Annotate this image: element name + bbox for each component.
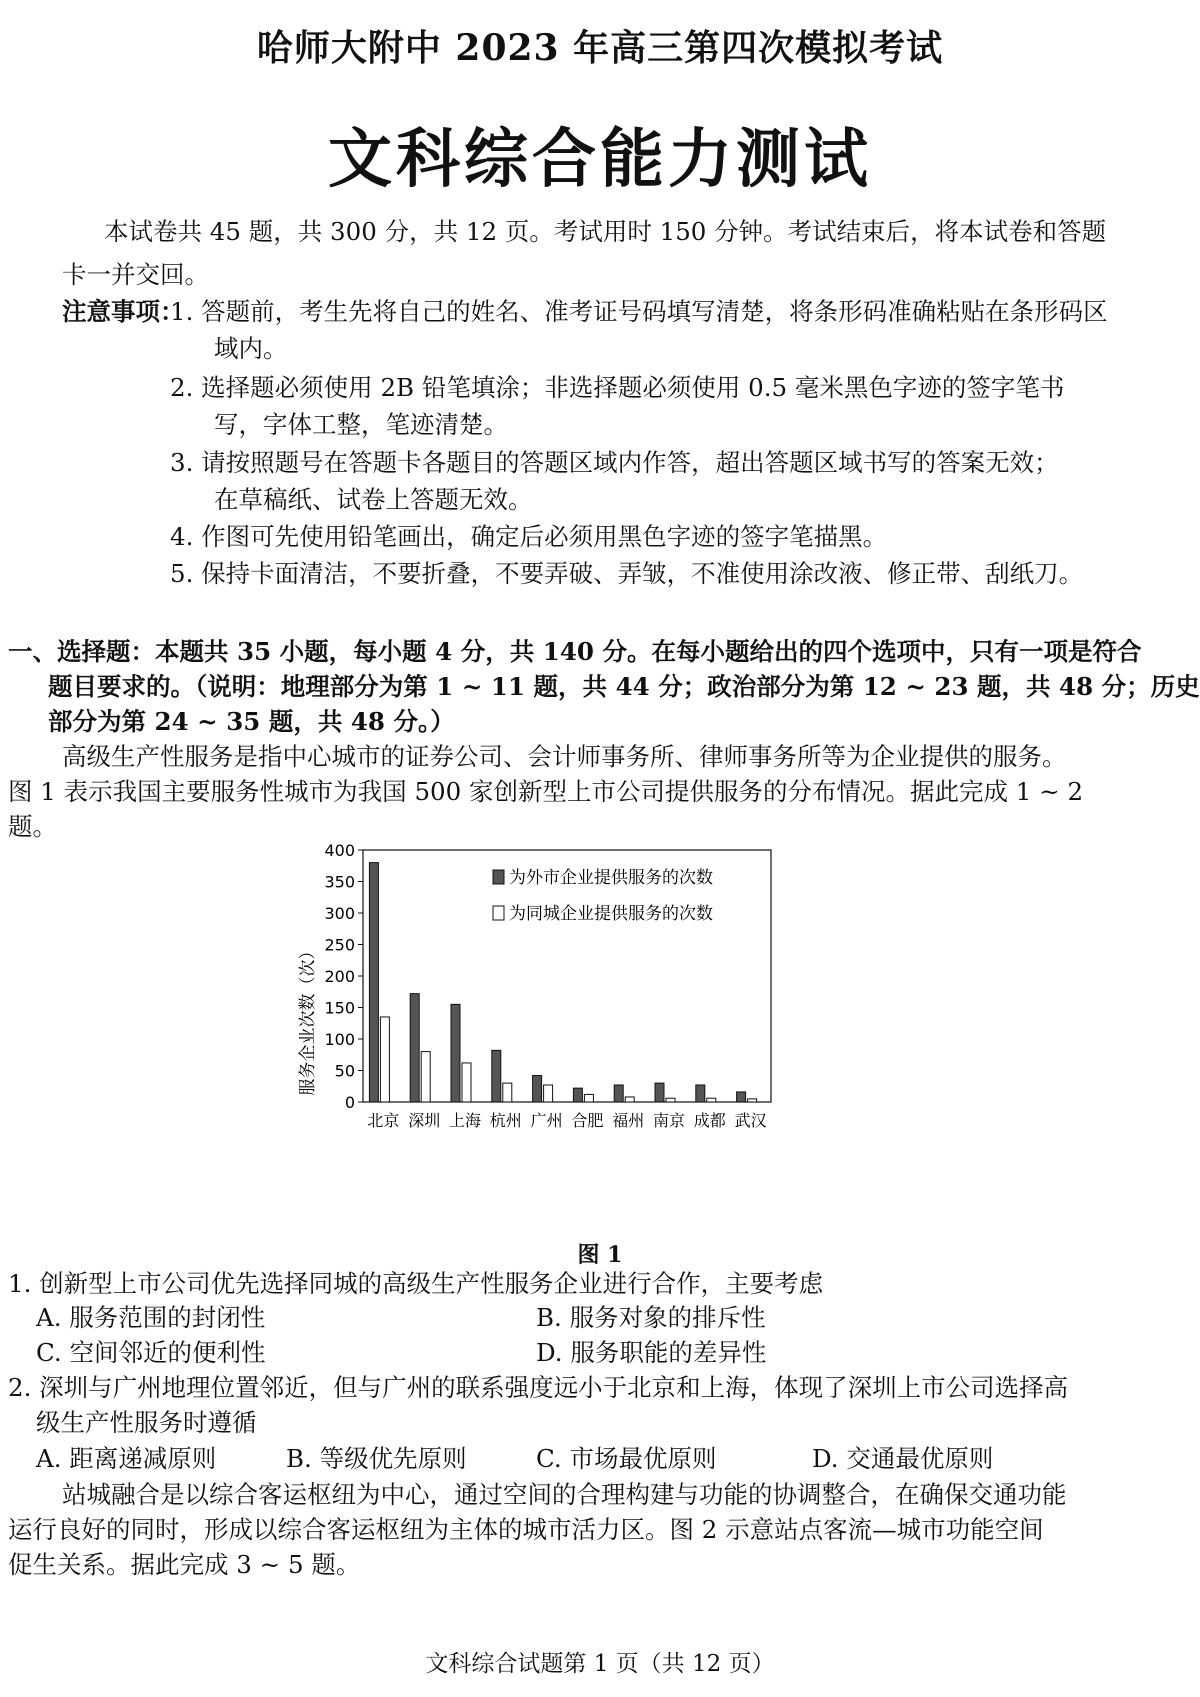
- bar-other-city: [492, 1050, 501, 1102]
- notice-item-4: 4. 作图可先使用铅笔画出，确定后必须用黑色字迹的签字笔描黑。: [170, 522, 888, 551]
- bar-other-city: [573, 1088, 582, 1102]
- x-tick-label: 深圳: [408, 1111, 441, 1130]
- question-2-option-c: C. 市场最优原则: [536, 1444, 717, 1473]
- bar-same-city: [462, 1063, 471, 1102]
- bar-same-city: [748, 1099, 757, 1102]
- y-tick-label: 350: [324, 872, 355, 892]
- bar-other-city: [614, 1085, 623, 1102]
- section-1-line-3: 部分为第 24 ~ 35 题，共 48 分。）: [48, 707, 455, 736]
- x-tick-label: 南京: [652, 1111, 686, 1130]
- chart-y-axis-label: 服务企业次数（次）: [298, 942, 318, 1096]
- bar-same-city: [666, 1098, 675, 1102]
- y-tick-label: 200: [324, 967, 355, 986]
- passage-2-line-1: 站城融合是以综合客运枢纽为中心，通过空间的合理构建与功能的协调整合，在确保交通功能: [62, 1480, 1067, 1509]
- bar-same-city: [707, 1098, 716, 1102]
- exam-subject-title: 文科综合能力测试: [328, 122, 872, 197]
- x-tick-label: 成都: [693, 1111, 726, 1130]
- question-1-option-a: A. 服务范围的封闭性: [36, 1303, 266, 1332]
- notice-item-1-cont: 域内。: [214, 334, 288, 363]
- bar-same-city: [625, 1097, 634, 1102]
- question-2-option-d: D. 交通最优原则: [812, 1444, 994, 1473]
- legend-swatch: [493, 870, 504, 884]
- x-tick-label: 上海: [448, 1111, 482, 1130]
- question-2-option-a: A. 距离递减原则: [36, 1444, 217, 1473]
- y-tick-label: 100: [324, 1030, 355, 1049]
- bar-same-city: [380, 1017, 389, 1102]
- x-tick-label: 福州: [612, 1111, 645, 1130]
- bar-other-city: [410, 994, 419, 1102]
- x-tick-label: 广州: [530, 1111, 563, 1130]
- y-tick-label: 300: [324, 904, 355, 923]
- legend-label: 为外市企业提供服务的次数: [509, 868, 713, 888]
- legend-swatch: [493, 906, 504, 920]
- notice-item-3: 3. 请按照题号在答题卡各题目的答题区域内作答，超出答题区域书写的答案无效；: [170, 448, 1059, 477]
- intro-line-1: 本试卷共 45 题，共 300 分，共 12 页。考试用时 150 分钟。考试结束后，将本试卷和答题: [104, 217, 1107, 246]
- notice-item-5: 5. 保持卡面清洁，不要折叠，不要弄破、弄皱，不准使用涂改液、修正带、刮纸刀。: [170, 559, 1084, 588]
- x-tick-label: 合肥: [571, 1111, 604, 1130]
- bar-other-city: [533, 1076, 542, 1102]
- bar-same-city: [421, 1052, 430, 1102]
- passage-2-line-2: 运行良好的同时，形成以综合客运枢纽为主体的城市活力区。图 2 示意站点客流—城市功能空间: [8, 1515, 1044, 1544]
- notice-item-3-cont: 在草稿纸、试卷上答题无效。: [214, 485, 533, 514]
- y-tick-label: 0: [344, 1093, 355, 1112]
- intro-line-2: 卡一并交回。: [62, 260, 209, 289]
- passage-1-line-2: 图 1 表示我国主要服务性城市为我国 500 家创新型上市公司提供服务的分布情况。据此完成 1 ~ 2: [8, 777, 1084, 806]
- figure-1-caption: 图 1: [577, 1242, 623, 1268]
- notice-item-2: 2. 选择题必须使用 2B 铅笔填涂；非选择题必须使用 0.5 毫米黑色字迹的签字笔书: [170, 373, 1065, 402]
- question-1-option-c: C. 空间邻近的便利性: [36, 1338, 266, 1367]
- notice-item-2-cont: 写，字体工整，笔迹清楚。: [214, 410, 508, 439]
- notice-label: 注意事项：: [62, 297, 185, 326]
- y-tick-label: 250: [324, 935, 355, 955]
- question-1-stem: 1. 创新型上市公司优先选择同城的高级生产性服务企业进行合作，主要考虑: [8, 1269, 824, 1298]
- bar-same-city: [503, 1083, 512, 1102]
- y-tick-label: 50: [334, 1061, 355, 1081]
- legend-label: 为同城企业提供服务的次数: [509, 904, 713, 924]
- bar-same-city: [544, 1085, 553, 1102]
- x-tick-label: 杭州: [489, 1111, 522, 1130]
- notice-item-1: 1. 答题前，考生先将自己的姓名、准考证号码填写清楚，将条形码准确粘贴在条形码区: [170, 297, 1108, 326]
- y-tick-label: 150: [324, 998, 355, 1018]
- service-bar-chart: [295, 838, 855, 1238]
- question-2-stem-line-2: 级生产性服务时遵循: [36, 1408, 257, 1437]
- question-1-option-b: B. 服务对象的排斥性: [536, 1303, 766, 1332]
- question-2-option-b: B. 等级优先原则: [286, 1444, 467, 1473]
- section-1-line-1: 一、选择题：本题共 35 小题，每小题 4 分，共 140 分。在每小题给出的四个选项中，只有一项是符合: [8, 637, 1142, 666]
- section-1-line-2: 题目要求的。（说明：地理部分为第 1 ~ 11 题，共 44 分；政治部分为第 12 ~ 23 题，共 48 分；历史: [48, 672, 1200, 701]
- x-tick-label: 北京: [367, 1111, 400, 1130]
- question-1-option-d: D. 服务职能的差异性: [536, 1338, 767, 1367]
- x-tick-label: 武汉: [734, 1111, 767, 1130]
- passage-2-line-3: 促生关系。据此完成 3 ~ 5 题。: [8, 1550, 361, 1579]
- question-2-stem-line-1: 2. 深圳与广州地理位置邻近，但与广州的联系强度远小于北京和上海，体现了深圳上市公司选择高: [8, 1373, 1069, 1402]
- bar-other-city: [369, 863, 378, 1102]
- bar-other-city: [451, 1004, 460, 1102]
- bar-same-city: [584, 1094, 593, 1102]
- exam-header-title: 哈师大附中 2023 年高三第四次模拟考试: [256, 27, 944, 69]
- page-footer: 文科综合试题第 1 页（共 12 页）: [425, 1651, 775, 1677]
- bar-other-city: [696, 1085, 705, 1102]
- bar-other-city: [655, 1083, 664, 1102]
- passage-1-line-3: 题。: [8, 812, 57, 841]
- y-tick-label: 400: [324, 841, 355, 860]
- bar-other-city: [737, 1092, 746, 1102]
- passage-1-line-1: 高级生产性服务是指中心城市的证券公司、会计师事务所、律师事务所等为企业提供的服务。: [62, 742, 1067, 771]
